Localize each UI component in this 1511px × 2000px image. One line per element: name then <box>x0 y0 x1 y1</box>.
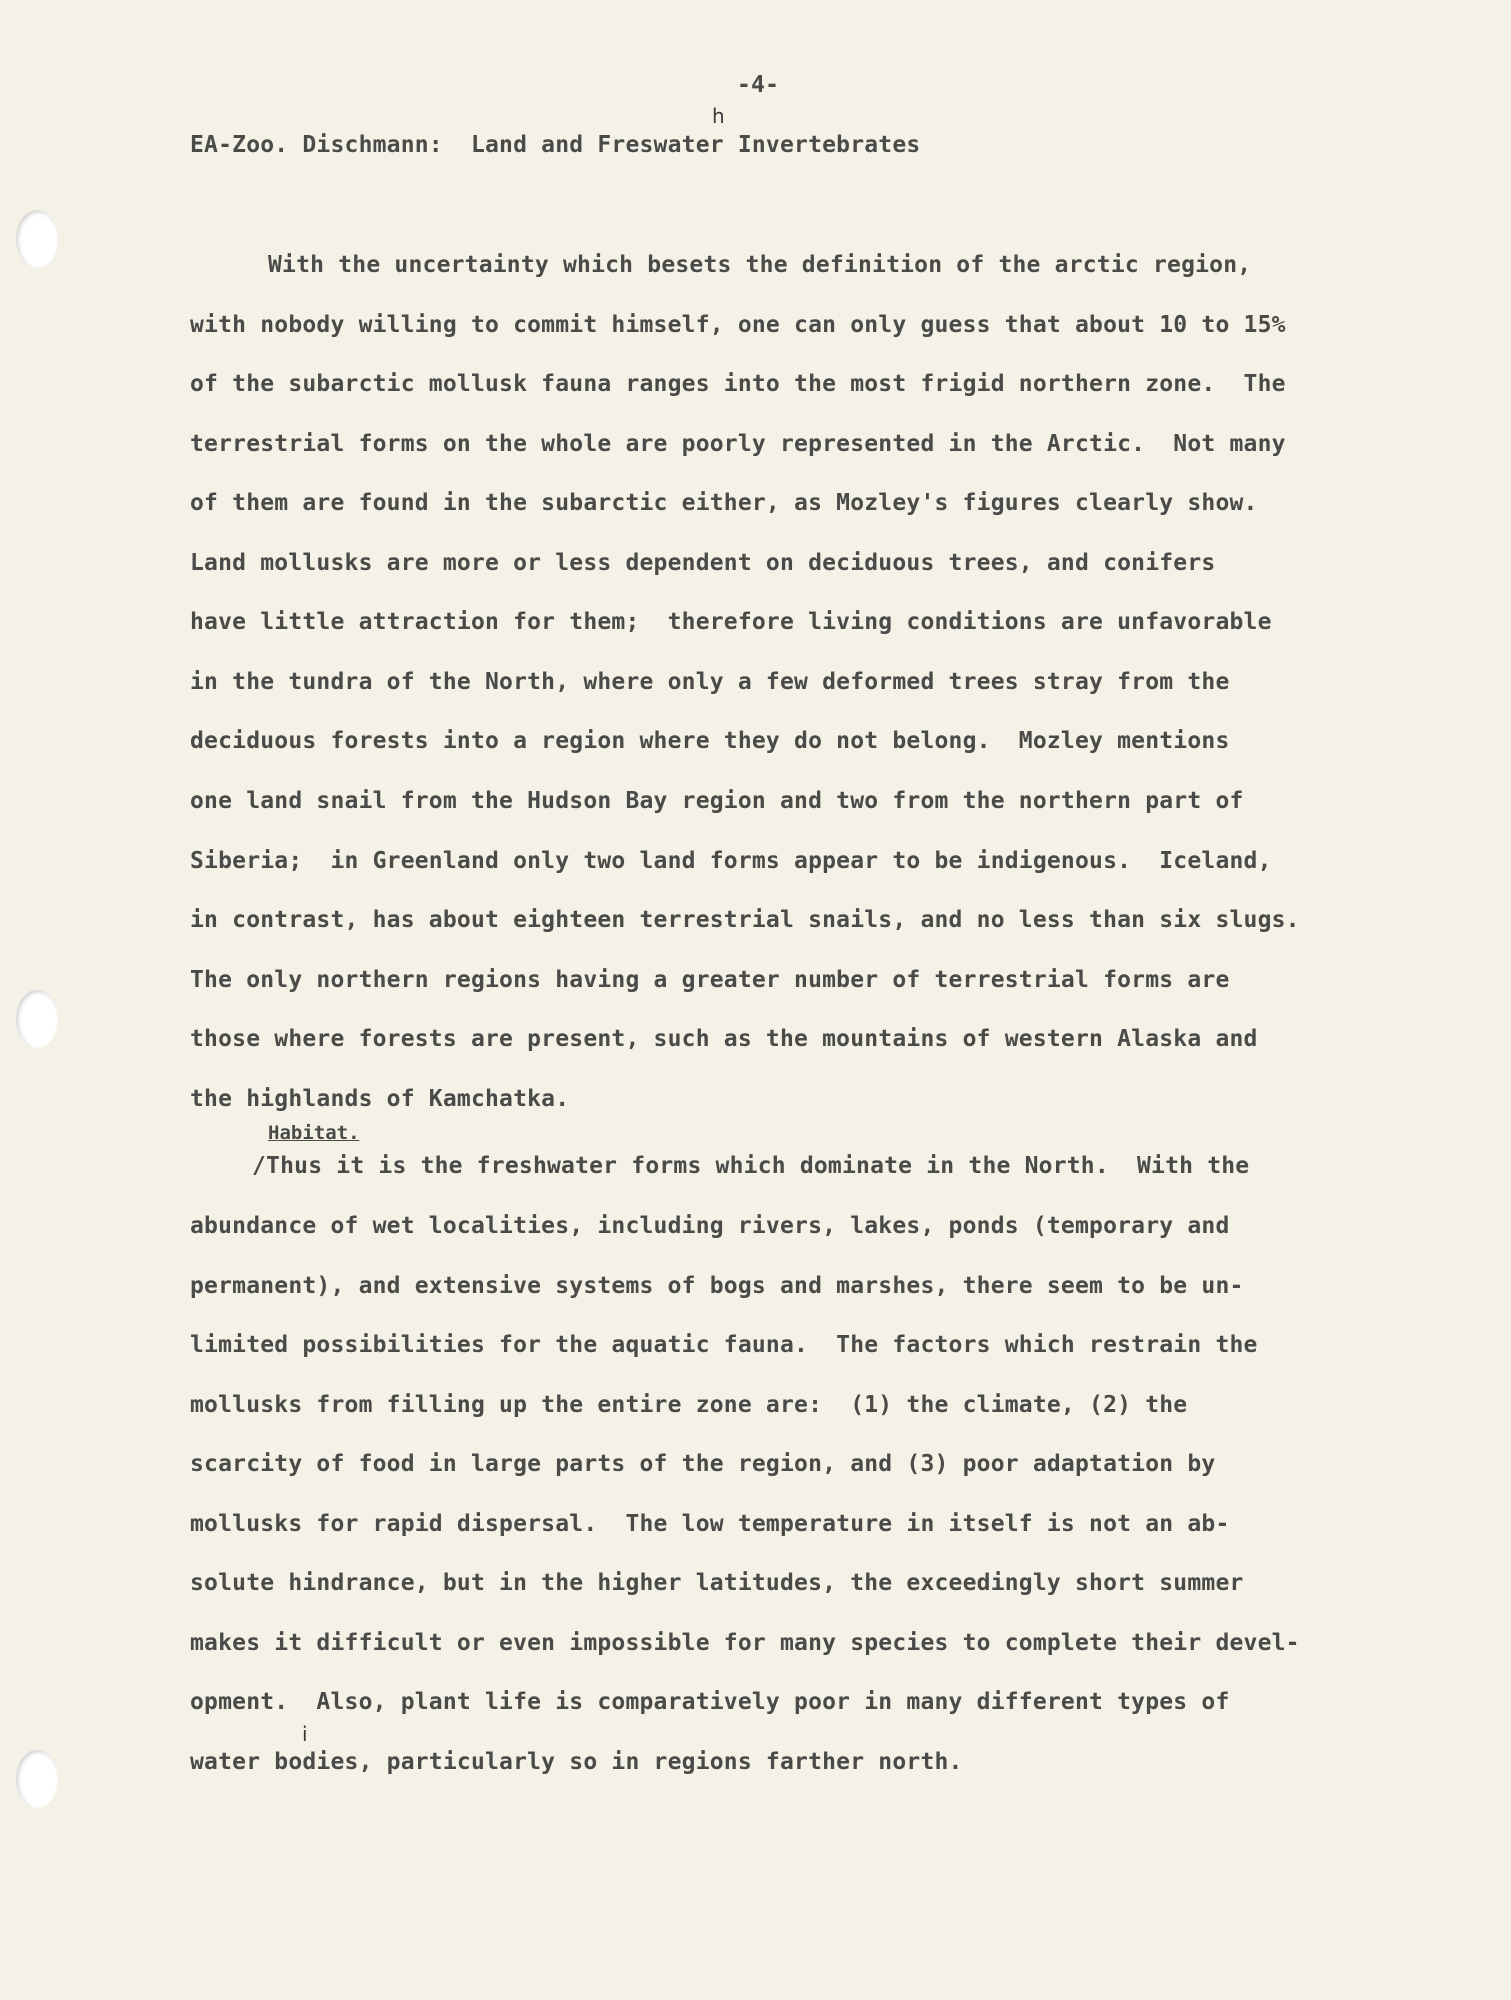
page-number: -4- <box>737 72 780 98</box>
paragraph1-line: have little attraction for them; therefore living conditions are unfavorable <box>190 609 1272 635</box>
paragraph1-line: with nobody willing to commit himself, one can only guess that about 10 to 15% <box>190 312 1286 338</box>
paragraph2-line: water bodies, particularly so in regions farther north. <box>190 1749 963 1775</box>
paragraph1-line: The only northern regions having a greater number of terrestrial forms are <box>190 967 1230 993</box>
paragraph2-line: abundance of wet localities, including rivers, lakes, ponds (temporary and <box>190 1213 1230 1239</box>
handwritten-insert-i: i <box>302 1722 308 1746</box>
punch-hole-bottom <box>16 1750 58 1808</box>
paragraph2-line: limited possibilities for the aquatic fauna. The factors which restrain the <box>190 1332 1258 1358</box>
paragraph1-line: terrestrial forms on the whole are poorly represented in the Arctic. Not many <box>190 431 1286 457</box>
document-heading: EA-Zoo. Dischmann: Land and Freswater Invertebrates <box>190 132 921 158</box>
paragraph2-line: solute hindrance, but in the higher latitudes, the exceedingly short summer <box>190 1570 1244 1596</box>
paragraph2-line: mollusks for rapid dispersal. The low temperature in itself is not an ab- <box>190 1511 1230 1537</box>
paragraph1-line: in the tundra of the North, where only a few deformed trees stray from the <box>190 669 1230 695</box>
paragraph2-line: scarcity of food in large parts of the region, and (3) poor adaptation by <box>190 1451 1216 1477</box>
paragraph1-line: Siberia; in Greenland only two land forms appear to be indigenous. Iceland, <box>190 848 1272 874</box>
paragraph1-line: deciduous forests into a region where they do not belong. Mozley mentions <box>190 728 1230 754</box>
punch-hole-middle <box>16 990 58 1048</box>
paragraph1-line: one land snail from the Hudson Bay region and two from the northern part of <box>190 788 1244 814</box>
paragraph2-line: /Thus it is the freshwater forms which dominate in the North. With the <box>252 1153 1250 1179</box>
paragraph1-line: Land mollusks are more or less dependent on deciduous trees, and conifers <box>190 550 1216 576</box>
punch-hole-top <box>16 210 58 268</box>
paragraph2-line: makes it difficult or even impossible for many species to complete their devel- <box>190 1630 1300 1656</box>
paragraph2-line: mollusks from filling up the entire zone are: (1) the climate, (2) the <box>190 1392 1188 1418</box>
paragraph1-line: of the subarctic mollusk fauna ranges into the most frigid northern zone. The <box>190 371 1286 397</box>
paragraph1-line: the highlands of Kamchatka. <box>190 1086 570 1112</box>
handwritten-insert-h: h <box>712 104 725 128</box>
paragraph2-line: opment. Also, plant life is comparatively poor in many different types of <box>190 1689 1230 1715</box>
paragraph1-line: in contrast, has about eighteen terrestrial snails, and no less than six slugs. <box>190 907 1300 933</box>
paragraph1-line: of them are found in the subarctic either, as Mozley's figures clearly show. <box>190 490 1258 516</box>
paragraph1-line: those where forests are present, such as the mountains of western Alaska and <box>190 1026 1258 1052</box>
section-label-habitat: Habitat. <box>268 1122 360 1144</box>
paragraph2-line: permanent), and extensive systems of bogs and marshes, there seem to be un- <box>190 1273 1244 1299</box>
paragraph1-line: With the uncertainty which besets the definition of the arctic region, <box>268 252 1252 278</box>
